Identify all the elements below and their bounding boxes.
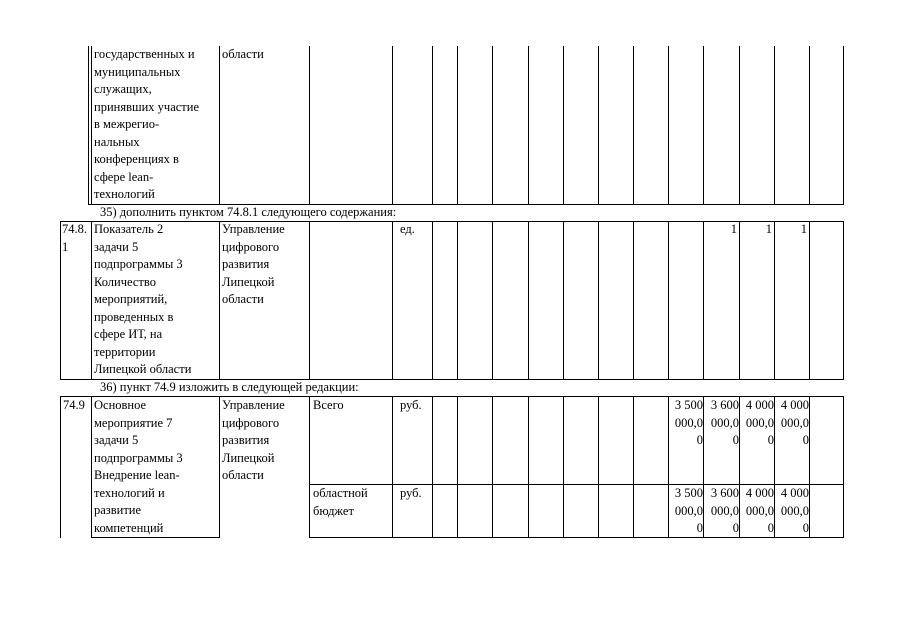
grid-line [457, 396, 458, 538]
grid-line [309, 221, 310, 380]
grid-line [88, 46, 89, 205]
grid-line [91, 221, 92, 380]
grid-line [219, 221, 220, 380]
grid-line [60, 396, 61, 538]
cell-description: Основное мероприятие 7 задачи 5 подпрограммы 3 Внедрение lean- технологий и развитие компетенций [94, 398, 183, 535]
grid-line [703, 221, 704, 380]
cell-unit: ед. [400, 222, 415, 236]
grid-line [809, 221, 810, 380]
grid-line [219, 46, 220, 205]
grid-line [703, 46, 704, 205]
cell-value: 1 [730, 222, 737, 236]
cell-value: 4 000 000,0 0 [780, 398, 809, 447]
cell-value: 3 500 000,0 0 [674, 486, 703, 535]
grid-line [598, 221, 599, 380]
grid-line [809, 396, 810, 538]
amendment-note-36: 36) пункт 74.9 изложить в следующей редакции: [100, 380, 359, 394]
grid-line [91, 46, 92, 205]
cell-unit: руб. [400, 398, 422, 412]
grid-line [739, 221, 740, 380]
grid-line [492, 46, 493, 205]
grid-line [809, 46, 810, 205]
grid-line [91, 537, 220, 538]
grid-line [633, 396, 634, 538]
grid-line [432, 221, 433, 380]
grid-line [60, 221, 61, 380]
grid-line [392, 221, 393, 380]
cell-value: 1 [800, 222, 807, 236]
grid-line [668, 46, 669, 205]
grid-line [774, 221, 775, 380]
grid-line [392, 46, 393, 205]
grid-line [563, 46, 564, 205]
cell-item-number: 74.8. 1 [62, 222, 87, 254]
cell-value: 3 600 000,0 0 [710, 398, 739, 447]
cell-responsible: области [222, 47, 264, 61]
cell-description: Показатель 2 задачи 5 подпрограммы 3 Количество мероприятий, проведенных в сфере ИТ, на территории Липецкой области [94, 222, 192, 376]
grid-line [492, 221, 493, 380]
grid-line [668, 221, 669, 380]
cell-responsible: Управление цифрового развития Липецкой области [222, 222, 285, 306]
grid-line [528, 221, 529, 380]
cell-value: 3 500 000,0 0 [674, 398, 703, 447]
grid-line [563, 221, 564, 380]
cell-value: 4 000 000,0 0 [780, 486, 809, 535]
cell-value: 3 600 000,0 0 [710, 486, 739, 535]
grid-line [598, 396, 599, 538]
cell-value: 4 000 000,0 0 [745, 486, 774, 535]
grid-line [528, 46, 529, 205]
grid-line [309, 46, 310, 205]
grid-line [219, 396, 220, 538]
grid-line [392, 396, 393, 538]
cell-unit: руб. [400, 486, 422, 500]
cell-funding-source: Всего [313, 398, 344, 412]
grid-line [432, 46, 433, 205]
amendment-note-35: 35) дополнить пунктом 74.8.1 следующего содержания: [100, 205, 397, 219]
cell-description: государственных и муниципальных служащих, принявших участие в межрегио- нальных конференциях в сфере lean- технологий [94, 47, 199, 201]
cell-funding-source: областной бюджет [313, 486, 368, 518]
grid-line [457, 221, 458, 380]
grid-line [598, 46, 599, 205]
grid-line [843, 46, 844, 205]
cell-value: 1 [765, 222, 772, 236]
grid-line [843, 396, 844, 538]
grid-line [492, 396, 493, 538]
grid-line [528, 396, 529, 538]
cell-value: 4 000 000,0 0 [745, 398, 774, 447]
grid-line [843, 221, 844, 380]
grid-line [633, 221, 634, 380]
grid-line [91, 396, 92, 538]
cell-responsible: Управление цифрового развития Липецкой области [222, 398, 285, 482]
grid-line [633, 46, 634, 205]
grid-line [309, 396, 310, 538]
cell-item-number: 74.9 [63, 398, 85, 412]
grid-line [739, 46, 740, 205]
grid-line [774, 46, 775, 205]
grid-line [563, 396, 564, 538]
grid-line [432, 396, 433, 538]
grid-line [457, 46, 458, 205]
